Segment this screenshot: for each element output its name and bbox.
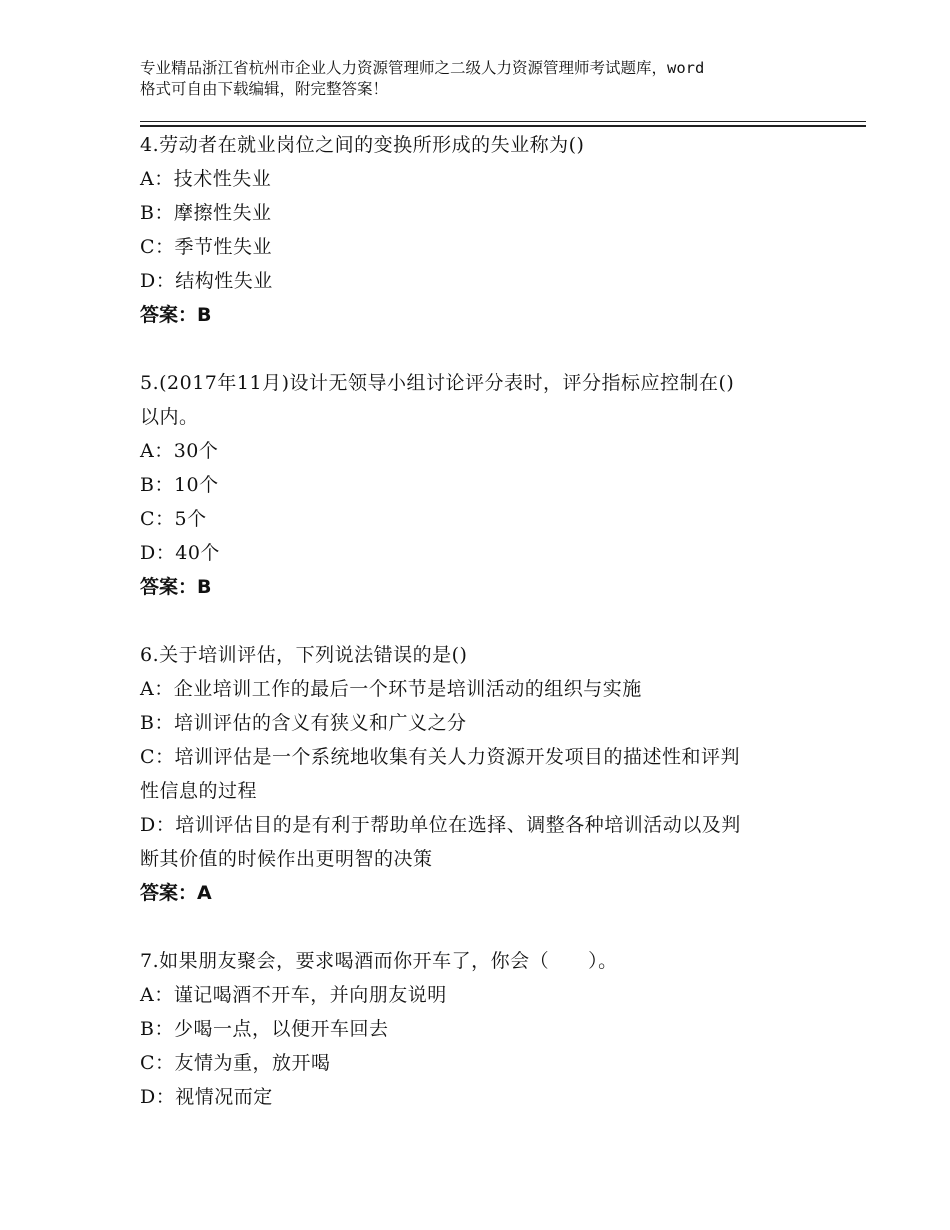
question-text: 4.劳动者在就业岗位之间的变换所形成的失业称为() [140,134,585,156]
answer-label: 答案：B [140,576,212,598]
header-divider-thin [140,121,866,122]
question-spacer [140,604,840,638]
answer-label: 答案：B [140,304,212,326]
option-c-text: C：季节性失业 [140,236,273,258]
option-d-text: D：结构性失业 [140,270,273,292]
option-b-text: B：摩擦性失业 [140,202,272,224]
question-block [140,638,840,910]
question-spacer [140,910,840,944]
question-text: 以内。 [140,406,199,428]
document-header [140,58,840,100]
question-spacer [140,332,840,366]
option-a-text: A：技术性失业 [140,168,272,190]
option-a-text: A：30个 [140,440,219,462]
option-c-text: 性信息的过程 [140,780,258,802]
question-block [140,366,840,604]
answer-label: 答案：A [140,882,212,904]
option-a-text: A：企业培训工作的最后一个环节是培训活动的组织与实施 [140,678,642,700]
header-line-1: 专业精品浙江省杭州市企业人力资源管理师之二级人力资源管理师考试题库，word [140,59,705,77]
option-d-text: 断其价值的时候作出更明智的决策 [140,848,433,870]
question-text: 7.如果朋友聚会，要求喝酒而你开车了，你会（ ）。 [140,950,618,972]
option-d-text: D：40个 [140,542,220,564]
option-c-text: C：培训评估是一个系统地收集有关人力资源开发项目的描述性和评判 [140,746,741,768]
option-b-text: B：少喝一点，以便开车回去 [140,1018,389,1040]
header-line-2: 格式可自由下载编辑，附完整答案！ [140,80,389,98]
option-c-text: C：友情为重，放开喝 [140,1052,331,1074]
question-list [140,128,840,1114]
option-d-text: D：培训评估目的是有利于帮助单位在选择、调整各种培训活动以及判 [140,814,741,836]
option-b-text: B：10个 [140,474,219,496]
option-d-text: D：视情况而定 [140,1086,273,1108]
question-block [140,128,840,332]
header-divider-thick [140,125,866,127]
option-a-text: A：谨记喝酒不开车，并向朋友说明 [140,984,447,1006]
question-block [140,944,840,1114]
question-text: 6.关于培训评估，下列说法错误的是() [140,644,468,666]
question-text: 5.(2017年11月)设计无领导小组讨论评分表时，评分指标应控制在() [140,372,735,394]
option-c-text: C：5个 [140,508,207,530]
option-b-text: B：培训评估的含义有狭义和广义之分 [140,712,467,734]
